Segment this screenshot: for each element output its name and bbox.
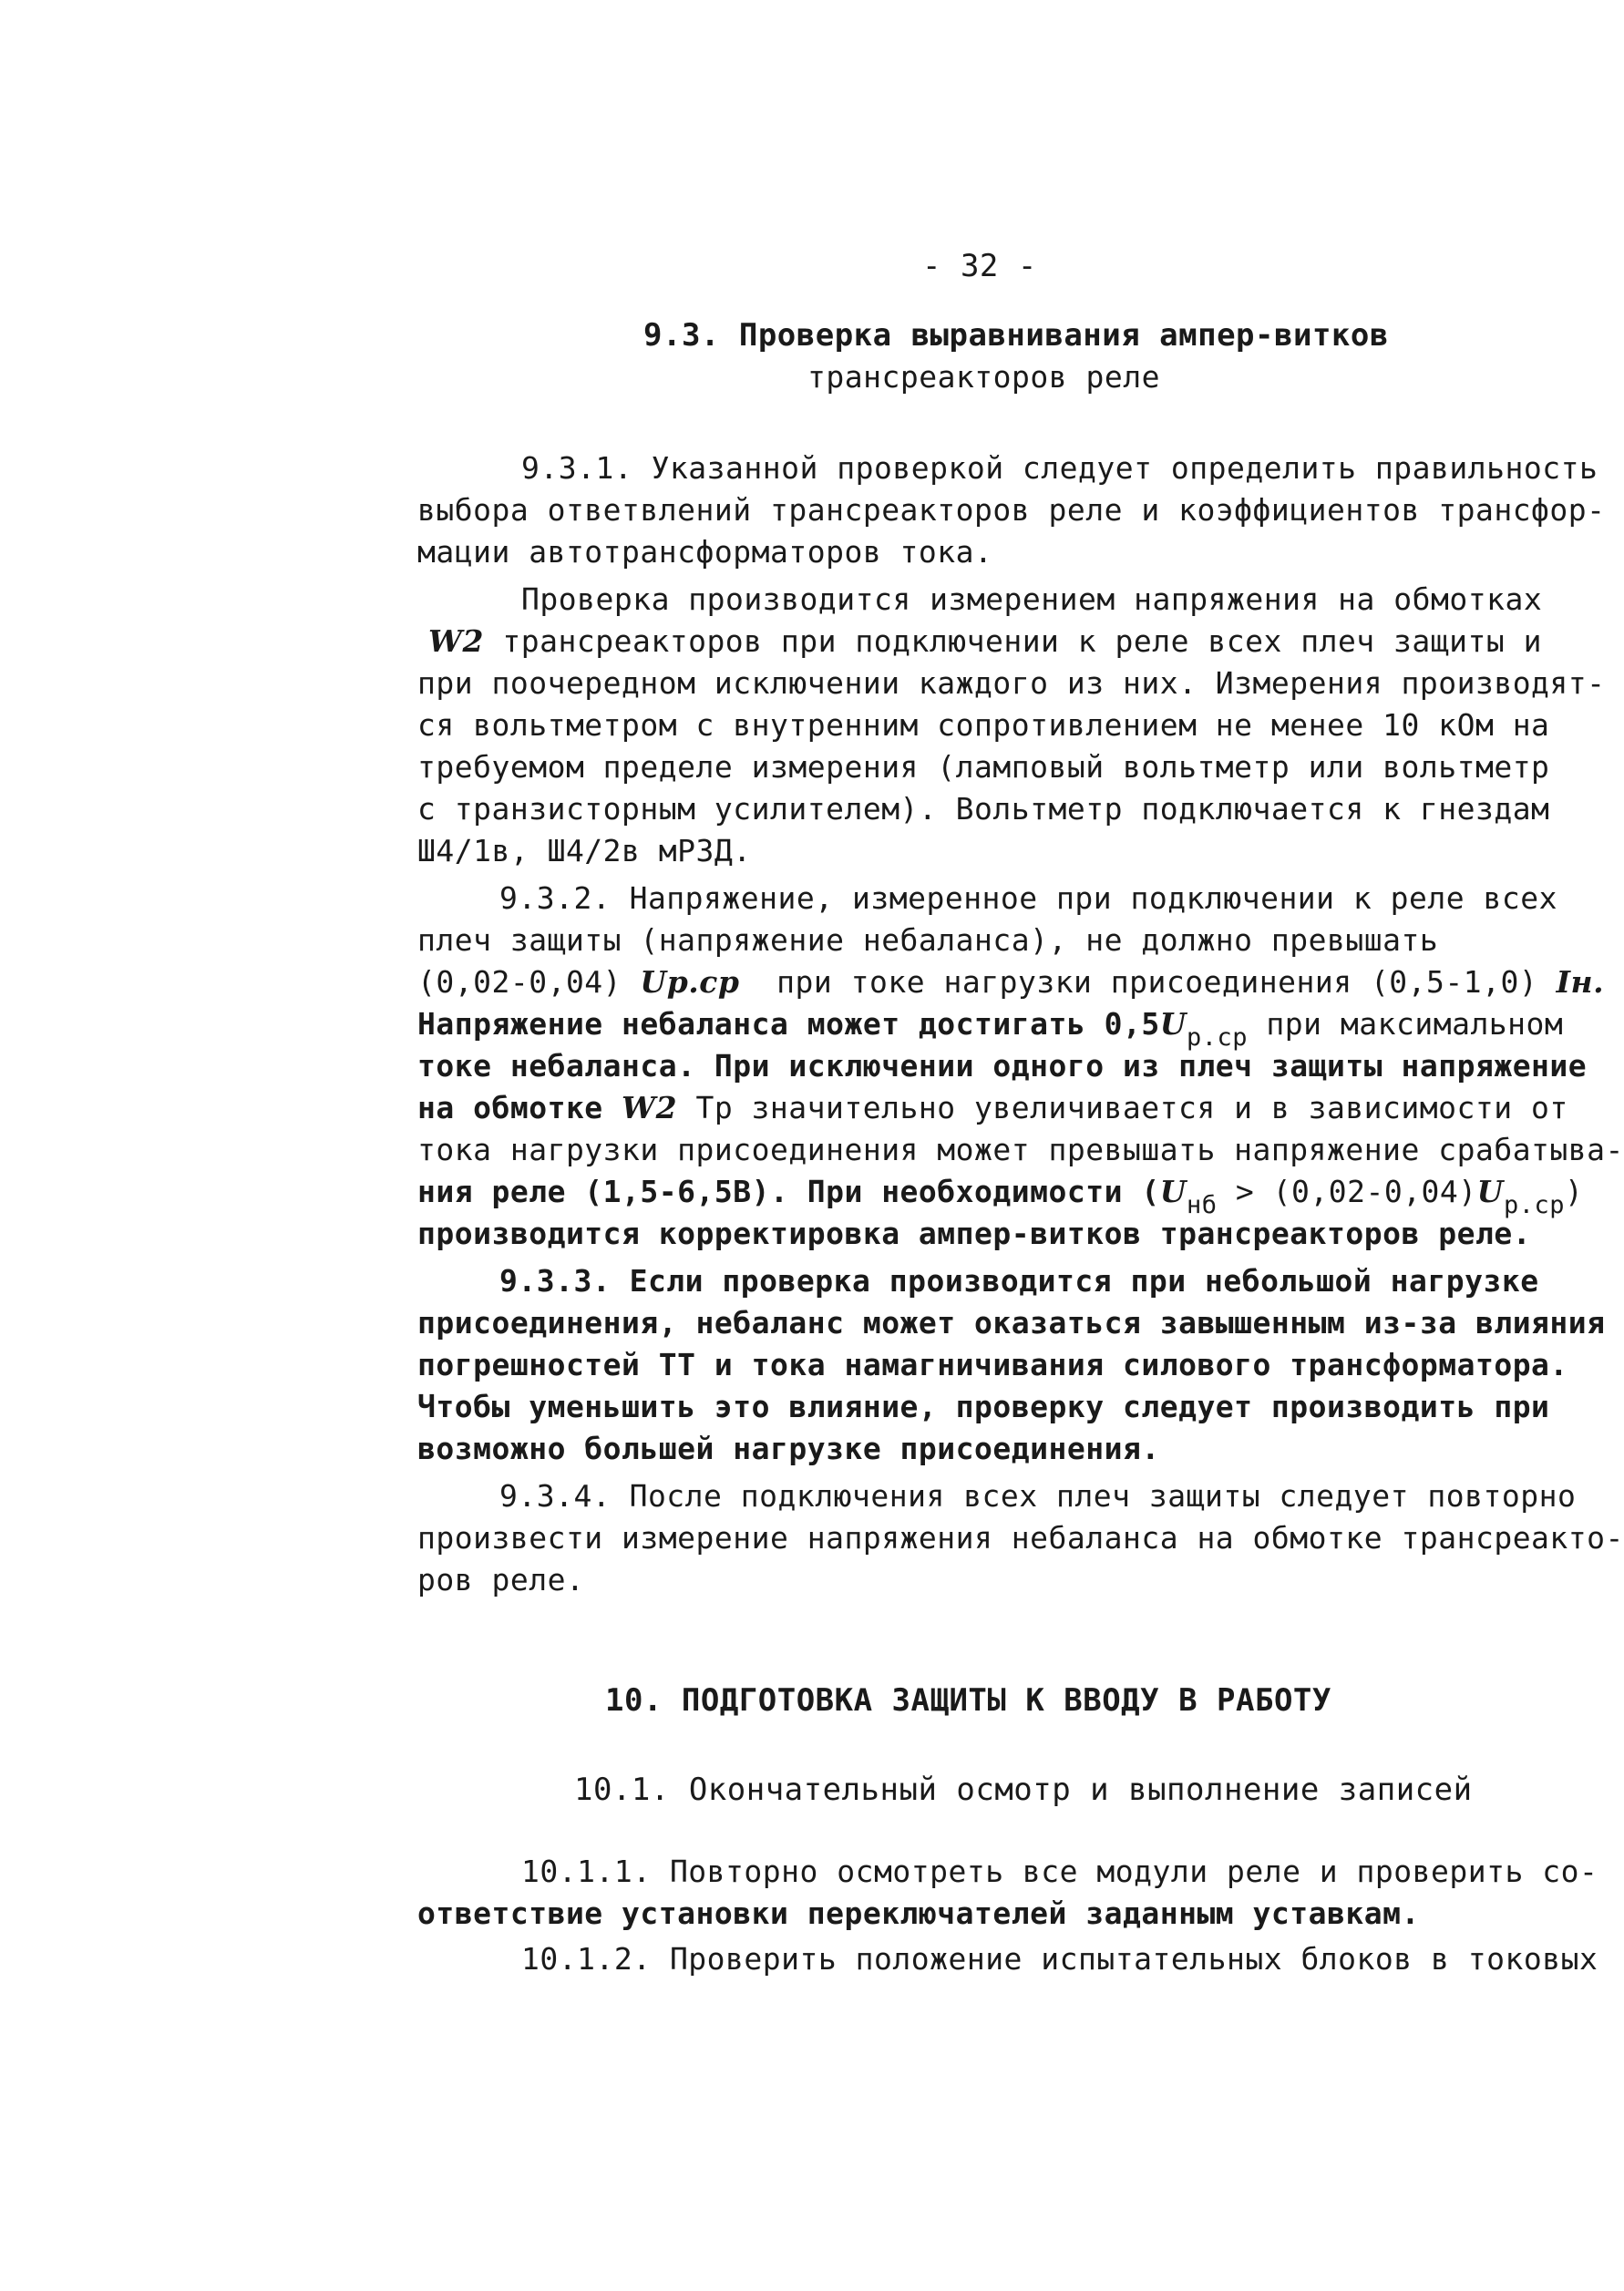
symbol-u: U <box>1159 1006 1187 1042</box>
section-9-3-heading-line2: трансреакторов реле <box>807 359 1160 395</box>
text-segment: > (0,02-0,04) <box>1217 1174 1477 1209</box>
symbol-u: U <box>1159 1174 1187 1209</box>
symbol-i-n: Iн. <box>1556 964 1605 1000</box>
para-10-1-1-line1: 10.1.1. Повторно осмотреть все модули реле и проверить со- <box>521 1854 1598 1889</box>
text-segment: на обмотке <box>417 1090 622 1125</box>
subscript: нб <box>1187 1191 1218 1219</box>
para-check-line1: Проверка производится измерением напряжения на обмотках <box>521 581 1543 617</box>
text-segment: Напряжение небаланса может достигать 0,5 <box>417 1006 1160 1042</box>
para-9-3-3-line5: возможно большей нагрузке присоединения. <box>417 1431 1160 1466</box>
para-check-line5: требуемом пределе измерения (ламповый вольтметр или вольтметр <box>417 749 1550 785</box>
para-9-3-4-line2: произвести измерение напряжения небаланса на обмотке трансреакто- <box>417 1520 1624 1556</box>
para-9-3-3-line2: присоединения, небаланс может оказаться завышенным из-за влияния <box>417 1305 1606 1341</box>
para-9-3-4-line3: ров реле. <box>417 1562 585 1598</box>
para-9-3-2-line5: токе небаланса. При исключении одного из плеч защиты напряжение <box>417 1048 1588 1084</box>
para-9-3-2-line8 <box>417 1174 1584 1219</box>
section-10-heading: 10. ПОДГОТОВКА ЗАЩИТЫ К ВВОДУ В РАБОТУ <box>605 1682 1331 1719</box>
para-9-3-2-line6 <box>417 1090 1568 1126</box>
section-10-1-heading: 10.1. Окончательный осмотр и выполнение записей <box>574 1772 1473 1808</box>
symbol-u-pcp: Uр.ср <box>640 964 740 1000</box>
para-9-3-3-line4: Чтобы уменьшить это влияние, проверку следует производить при <box>417 1389 1550 1424</box>
text-segment: Тр значительно увеличивается и в зависимости от <box>677 1090 1568 1125</box>
para-9-3-2-line3 <box>417 964 1604 1001</box>
text-segment: ния реле (1,5-6,5В). При необходимости ( <box>417 1174 1160 1209</box>
para-10-1-1-line2: ответствие установки переключателей заданным уставкам. <box>417 1895 1420 1931</box>
symbol-u: U <box>1476 1174 1504 1209</box>
text-segment: ) <box>1564 1174 1584 1209</box>
section-9-3-heading-line1 <box>643 317 1389 354</box>
para-9-3-2-line2: плеч защиты (напряжение небаланса), не должно превышать <box>417 922 1439 958</box>
para-10-1-2-line1: 10.1.2. Проверить положение испытательных блоков в токовых <box>521 1941 1598 1977</box>
para-check-line3: при поочередном исключении каждого из них. Измерения производят- <box>417 665 1606 701</box>
para-check-line4: ся вольтметром с внутренним сопротивлением не менее 10 кОм на <box>417 707 1550 743</box>
para-check-line7: Ш4/1в, Ш4/2в мРЗД. <box>417 833 752 868</box>
para-9-3-1-line2: выбора ответвлений трансреакторов реле и коэффициентов трансфор- <box>417 492 1606 528</box>
para-9-3-2-line1: 9.3.2. Напряжение, измеренное при подключении к реле всех <box>499 880 1557 916</box>
text-segment: (0,02-0,04) <box>417 964 641 1000</box>
subscript: р.ср <box>1187 1023 1249 1052</box>
text-segment: при токе нагрузки присоединения (0,5-1,0) <box>739 964 1557 1000</box>
subscript: р.ср <box>1503 1191 1565 1219</box>
heading-text: 9.3. Проверка выравнивания ампер-витков <box>643 317 1389 354</box>
para-check-line6: с транзисторным усилителем). Вольтметр подключается к гнездам <box>417 791 1550 827</box>
symbol-w2: W2 <box>622 1090 678 1125</box>
para-9-3-2-line9: производится корректировка ампер-витков трансреакторов реле. <box>417 1216 1532 1251</box>
para-9-3-1-line1: 9.3.1. Указанной проверкой следует определить правильность <box>521 450 1598 486</box>
para-9-3-2-line4 <box>417 1006 1564 1052</box>
para-9-3-3-line1: 9.3.3. Если проверка производится при небольшой нагрузке <box>499 1263 1539 1299</box>
symbol-w2: W2 <box>428 623 485 659</box>
para-check-line2 <box>428 623 1542 660</box>
para-9-3-1-line3: мации автотрансформаторов тока. <box>417 534 993 570</box>
para-9-3-2-line7: тока нагрузки присоединения может превышать напряжение срабатыва- <box>417 1132 1624 1167</box>
para-9-3-3-line3: погрешностей ТТ и тока намагничивания силового трансформатора. <box>417 1347 1568 1382</box>
para-9-3-4-line1: 9.3.4. После подключения всех плеч защиты следует повторно <box>499 1478 1577 1514</box>
page-number: - 32 - <box>922 248 1037 284</box>
text-segment: при максимальном <box>1248 1006 1564 1042</box>
text-segment: трансреакторов при подключении к реле всех плеч защиты и <box>484 623 1542 659</box>
